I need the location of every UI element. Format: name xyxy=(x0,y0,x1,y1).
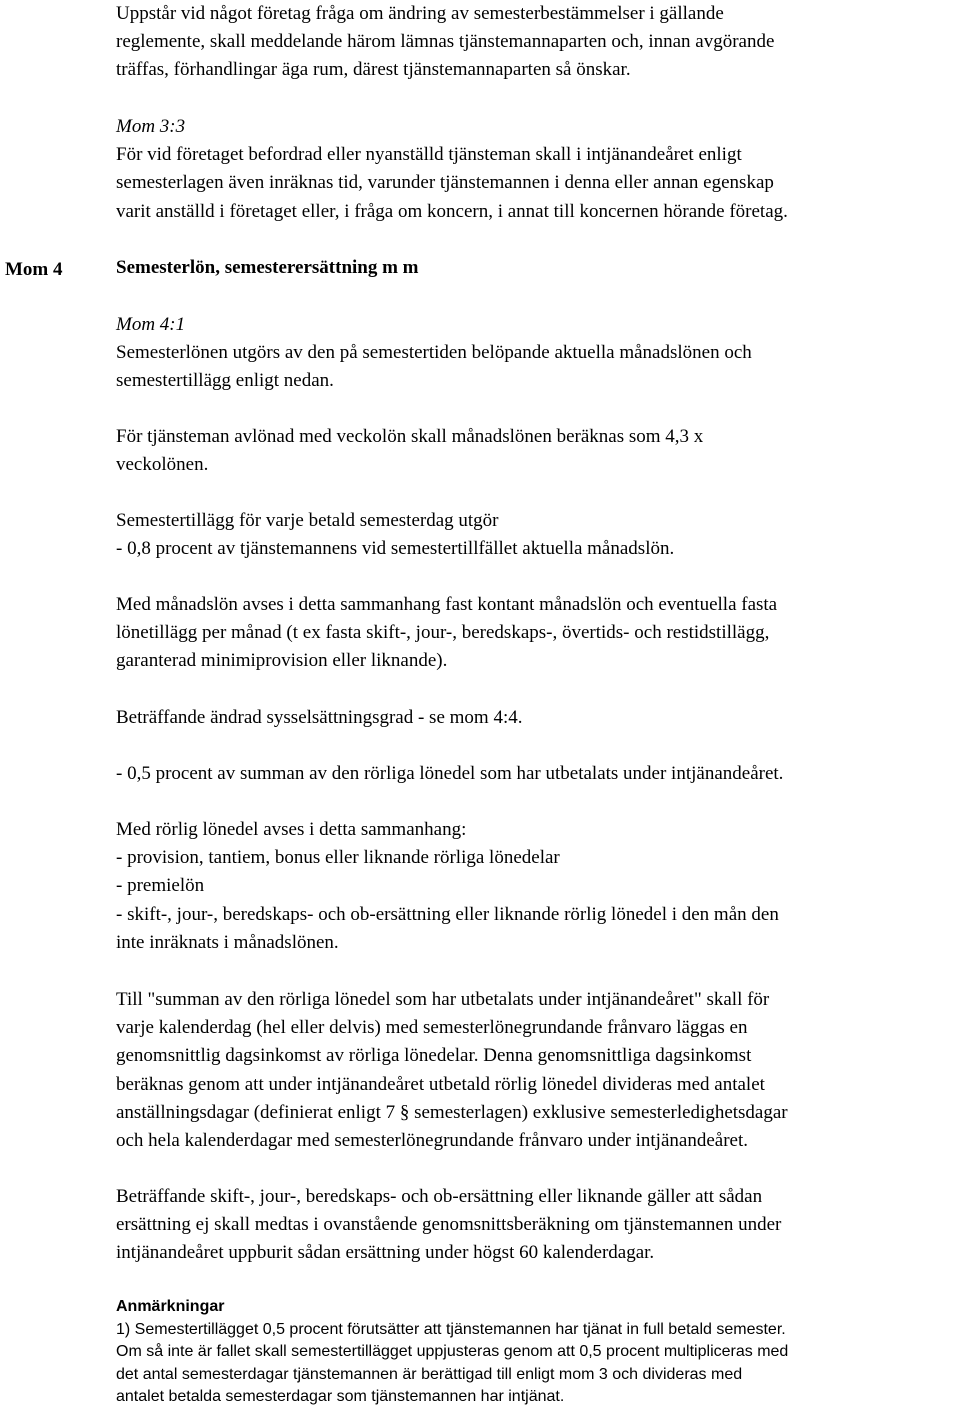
text-line: intjänandeåret uppburit sådan ersättning under högst 60 kalenderdagar. xyxy=(116,1242,655,1264)
text-line: Med rörlig lönedel avses i detta sammanhang: xyxy=(116,819,467,840)
text-line: varit anställd i företaget eller, i fråga om koncern, i annat till koncernen hörande företag. xyxy=(116,200,788,222)
list-item: - skift-, jour-, beredskaps- och ob-ersättning eller liknande rörlig lönedel i den mån den xyxy=(116,903,779,925)
text-line: Till "summan av den rörliga lönedel som har utbetalats under intjänandeåret" skall för xyxy=(116,989,770,1010)
note-line: 1) Semestertillägget 0,5 procent förutsätter att tjänstemannen har tjänat in full betald semester. xyxy=(116,1320,786,1338)
text-line: semesterlagen även inräknas tid, varunder tjänstemannen i denna eller annan egenskap xyxy=(116,172,774,194)
text-line: veckolönen. xyxy=(116,454,209,476)
mom-4-1-section xyxy=(116,311,954,396)
text-line: semestertillägg enligt nedan. xyxy=(116,370,334,392)
text-line: Med månadslön avses i detta sammanhang fast kontant månadslön och eventuella fasta xyxy=(116,594,778,615)
text-line: träffas, förhandlingar äga rum, därest tjänstemannaparten så önskar. xyxy=(116,59,631,81)
mom-4-margin-label: Mom 4 xyxy=(5,259,63,280)
list-item: - provision, tantiem, bonus eller liknande rörliga lönedelar xyxy=(116,847,560,869)
list-item: - premielön xyxy=(116,875,205,897)
text-line: lönetillägg per månad (t ex fasta skift-, jour-, beredskaps-, övertids- och restidstillägg, xyxy=(116,622,770,644)
paragraph-vacation-supplement xyxy=(116,507,954,563)
paragraph-variable-pay-percent xyxy=(116,760,954,788)
text-line: För vid företaget befordrad eller nyanställd tjänsteman skall i intjänandeåret enligt xyxy=(116,144,742,166)
note-line: antalet betalda semesterdagar som tjänstemannen har intjänat. xyxy=(116,1388,565,1406)
notes-heading: Anmärkningar xyxy=(116,1298,225,1315)
mom-3-3-heading: Mom 3:3 xyxy=(116,116,186,137)
mom-4-section xyxy=(116,254,954,282)
text-line: inte inräknats i månadslönen. xyxy=(116,931,339,953)
text-line: ersättning ej skall medtas i ovanstående genomsnittsberäkning om tjänstemannen under xyxy=(116,1214,782,1236)
text-line: garanterad minimiprovision eller liknande). xyxy=(116,650,448,672)
text-line: genomsnittlig dagsinkomst av rörliga lönedelar. Denna genomsnittliga dagsinkomst xyxy=(116,1045,752,1067)
text-line: beräknas genom att under intjänandeåret utbetald rörlig lönedel divideras med antalet xyxy=(116,1073,765,1095)
text-line: och hela kalenderdagar med semesterlönegrundande frånvaro under intjänandeåret. xyxy=(116,1130,748,1152)
paragraph-employment-rate xyxy=(116,704,954,732)
text-line: - 0,8 procent av tjänstemannens vid semestertillfället aktuella månadslön. xyxy=(116,538,675,560)
text-line: Semestertillägg för varje betald semesterdag utgör xyxy=(116,510,499,531)
notes-section xyxy=(116,1296,958,1409)
text-line: varje kalenderdag (hel eller delvis) med semesterlönegrundande frånvaro läggas en xyxy=(116,1017,748,1039)
text-line: reglemente, skall meddelande härom lämnas tjänstemannaparten och, innan avgörande xyxy=(116,31,775,53)
text-line: Uppstår vid något företag fråga om ändring av semesterbestämmelser i gällande xyxy=(116,3,724,24)
paragraph-weekly-salary xyxy=(116,423,954,479)
text-line: För tjänsteman avlönad med veckolön skall månadslönen beräknas som 4,3 x xyxy=(116,426,704,447)
note-line: Om så inte är fallet skall semestertillägget uppjusteras genom att 0,5 procent multipliceras med xyxy=(116,1343,789,1361)
text-line: - 0,5 procent av summan av den rörliga lönedel som har utbetalats under intjänandeåret. xyxy=(116,763,784,784)
mom-3-3-section xyxy=(116,113,954,226)
intro-paragraph xyxy=(116,0,954,85)
paragraph-monthly-salary-definition xyxy=(116,591,954,676)
mom-4-heading: Semesterlön, semesterersättning m m xyxy=(116,257,419,278)
text-line: anställningsdagar (definierat enligt 7 § semesterlagen) exklusive semesterledighetsdagar xyxy=(116,1101,788,1123)
paragraph-average-daily-income xyxy=(116,986,954,1155)
text-line: Beträffande skift-, jour-, beredskaps- och ob-ersättning eller liknande gäller att sådan xyxy=(116,1186,763,1207)
text-line: Semesterlönen utgörs av den på semestertiden belöpande aktuella månadslönen och xyxy=(116,342,752,364)
text-line: Beträffande ändrad sysselsättningsgrad - se mom 4:4. xyxy=(116,707,523,728)
paragraph-shift-compensation xyxy=(116,1183,954,1268)
paragraph-variable-pay-definition xyxy=(116,816,954,957)
note-line: det antal semesterdagar tjänstemannen är berättigad till enligt mom 3 och divideras med xyxy=(116,1365,743,1383)
mom-4-1-heading: Mom 4:1 xyxy=(116,314,186,335)
